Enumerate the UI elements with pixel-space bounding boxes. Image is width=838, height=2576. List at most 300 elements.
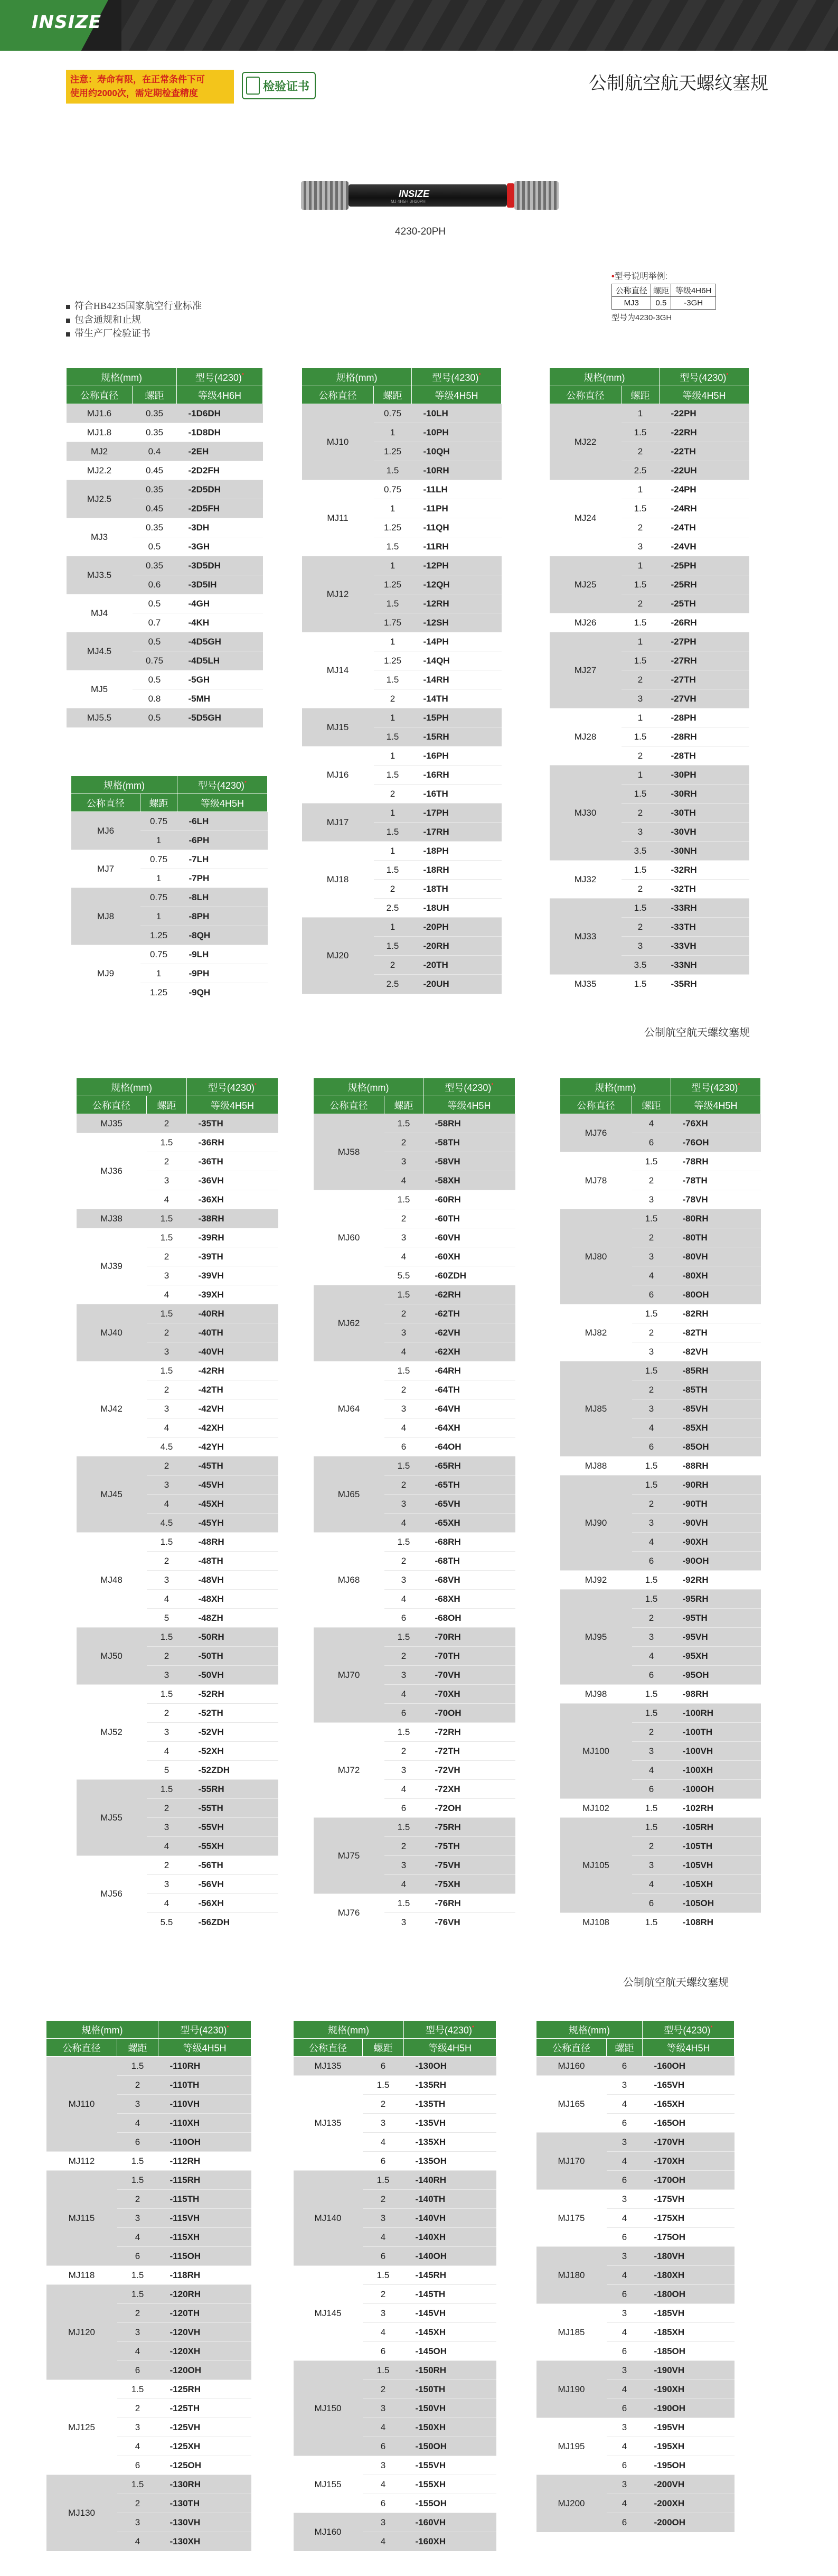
diameter-cell: MJ20 <box>302 918 374 994</box>
pitch-cell: 1.5 <box>632 1152 671 1171</box>
table-row <box>560 1304 761 1323</box>
header-grade: 等级4H5H <box>643 2039 735 2057</box>
model-code-cell: -48RH <box>187 1533 278 1552</box>
pitch-cell: 2 <box>384 1209 423 1228</box>
diameter-cell: MJ98 <box>560 1685 632 1704</box>
model-code-cell: -15RH <box>412 727 502 746</box>
table-subheader-row <box>67 386 263 404</box>
pitch-cell: 3.5 <box>622 842 660 861</box>
diameter-cell: MJ130 <box>46 2475 117 2551</box>
diameter-cell: MJ140 <box>294 2171 363 2266</box>
pitch-cell: 6 <box>384 1438 423 1457</box>
model-code-cell: -62VH <box>423 1323 515 1342</box>
table-row <box>67 480 263 499</box>
pitch-cell: 4 <box>607 2209 643 2228</box>
model-code-cell: -5GH <box>177 670 263 689</box>
diameter-cell: MJ110 <box>46 2057 117 2152</box>
pitch-cell: 3 <box>363 2209 404 2228</box>
table-row <box>560 1152 761 1171</box>
pitch-cell: 3 <box>632 1628 671 1647</box>
model-code-cell: -62TH <box>423 1304 515 1323</box>
diameter-cell: MJ55 <box>77 1780 147 1856</box>
spec-table <box>66 368 263 727</box>
model-code-cell: -115TH <box>158 2190 251 2209</box>
diameter-cell: MJ125 <box>46 2380 117 2475</box>
model-code-cell: -45XH <box>187 1495 278 1514</box>
pitch-cell: 1.5 <box>384 1457 423 1476</box>
model-code-cell: -64TH <box>423 1380 515 1399</box>
model-code-cell: -64RH <box>423 1361 515 1380</box>
pitch-cell: 1.5 <box>147 1304 187 1323</box>
table-row <box>294 2076 496 2095</box>
diameter-cell: MJ16 <box>302 746 374 804</box>
diameter-cell: MJ65 <box>314 1457 384 1533</box>
header-model-text: 型号(4230) <box>195 372 242 383</box>
pitch-cell: 1.5 <box>117 2057 158 2076</box>
pitch-cell: 4 <box>607 2380 643 2399</box>
diameter-cell: MJ190 <box>536 2361 607 2418</box>
diameter-cell: MJ95 <box>560 1590 632 1685</box>
pitch-cell: 3 <box>607 2361 643 2380</box>
go-thread <box>301 181 349 210</box>
pitch-cell: 4 <box>384 1247 423 1266</box>
model-code-cell: -28PH <box>660 708 749 727</box>
model-code-cell: -24TH <box>660 518 749 537</box>
model-code-cell: -27PH <box>660 632 749 651</box>
table-row <box>560 1818 761 1837</box>
pitch-cell: 0.35 <box>133 556 177 575</box>
pitch-cell: 1.5 <box>147 1133 187 1152</box>
pitch-cell: 1.5 <box>374 461 412 480</box>
pitch-cell: 6 <box>607 2456 643 2475</box>
pitch-cell: 2 <box>622 670 660 689</box>
model-code-cell: -76RH <box>423 1894 515 1913</box>
pitch-cell: 0.35 <box>133 480 177 499</box>
spec-table <box>313 1078 515 1932</box>
diameter-cell: MJ102 <box>560 1799 632 1818</box>
pitch-cell: 4 <box>632 1418 671 1438</box>
pitch-cell: 2 <box>384 1552 423 1571</box>
diameter-cell: MJ155 <box>294 2456 363 2513</box>
model-code-cell: -8PH <box>177 907 268 926</box>
diameter-cell: MJ45 <box>77 1457 147 1533</box>
model-code-cell: -52RH <box>187 1685 278 1704</box>
model-code-cell: -95VH <box>671 1628 761 1647</box>
model-code-cell: -150TH <box>404 2380 496 2399</box>
pitch-cell: 1 <box>622 404 660 423</box>
pitch-cell: 4 <box>117 2228 158 2247</box>
pitch-cell: 2 <box>374 880 412 899</box>
pitch-cell: 1 <box>374 423 412 442</box>
diameter-cell: MJ30 <box>550 766 622 861</box>
header-grade: 等级4H5H <box>660 386 749 404</box>
diameter-cell: MJ9 <box>71 945 140 1002</box>
model-code-cell: -78TH <box>671 1171 761 1190</box>
table-row <box>302 918 502 937</box>
pitch-cell: 3 <box>147 1723 187 1742</box>
pitch-cell: 4 <box>632 1533 671 1552</box>
spec-table <box>46 2020 251 2551</box>
diameter-cell: MJ2 <box>67 442 133 461</box>
pitch-cell: 3 <box>363 2399 404 2418</box>
pitch-cell: 0.75 <box>140 945 177 964</box>
diameter-cell: MJ27 <box>550 632 622 708</box>
pitch-cell: 1.5 <box>374 766 412 785</box>
required-star-icon: • <box>491 1080 494 1088</box>
pitch-cell: 2 <box>632 1228 671 1247</box>
model-code-cell: -24RH <box>660 499 749 518</box>
pitch-cell: 3 <box>147 1342 187 1361</box>
pitch-cell: 1.5 <box>374 861 412 880</box>
pitch-cell: 3 <box>607 2190 643 2209</box>
pitch-cell: 2.5 <box>374 975 412 994</box>
pitch-cell: 2 <box>632 1380 671 1399</box>
pitch-cell: 2 <box>632 1837 671 1856</box>
header-grade: 等级4H5H <box>423 1096 515 1114</box>
model-code-cell: -165XH <box>643 2095 735 2114</box>
header-model <box>660 368 749 386</box>
model-code-cell: -16TH <box>412 785 502 804</box>
example-cell: 0.5 <box>651 297 671 310</box>
header-diameter: 公称直径 <box>67 386 133 404</box>
pitch-cell: 4 <box>363 2228 404 2247</box>
table-row <box>77 1133 278 1152</box>
pitch-cell: 2 <box>622 442 660 461</box>
model-code-cell: -120OH <box>158 2361 251 2380</box>
diameter-cell: MJ1.8 <box>67 423 133 442</box>
pitch-cell: 4.5 <box>147 1514 187 1533</box>
spec-table <box>293 2020 496 2551</box>
pitch-cell: 2 <box>147 1856 187 1875</box>
feature-list <box>66 299 202 340</box>
model-code-cell: -95OH <box>671 1666 761 1685</box>
header-grade: 等级4H5H <box>404 2039 496 2057</box>
diameter-cell: MJ68 <box>314 1533 384 1628</box>
pitch-cell: 3 <box>384 1495 423 1514</box>
model-code-cell: -160VH <box>404 2513 496 2532</box>
model-code-cell: -60XH <box>423 1247 515 1266</box>
pitch-cell: 1.5 <box>632 1799 671 1818</box>
model-code-cell: -90XH <box>671 1533 761 1552</box>
model-code-cell: -26RH <box>660 613 749 632</box>
model-code-cell: -10PH <box>412 423 502 442</box>
table-row <box>550 556 749 575</box>
model-code-cell: -58XH <box>423 1171 515 1190</box>
model-code-cell: -42RH <box>187 1361 278 1380</box>
model-code-cell: -12RH <box>412 594 502 613</box>
model-code-cell: -90VH <box>671 1514 761 1533</box>
model-code-cell: -190VH <box>643 2361 735 2380</box>
model-code-cell: -130RH <box>158 2475 251 2494</box>
model-code-cell: -12QH <box>412 575 502 594</box>
model-code-cell: -10LH <box>412 404 502 423</box>
model-code-cell: -145VH <box>404 2304 496 2323</box>
model-code-cell: -190OH <box>643 2399 735 2418</box>
model-code-cell: -4D5LH <box>177 651 263 670</box>
pitch-cell: 4 <box>632 1647 671 1666</box>
spec-table <box>549 368 749 994</box>
model-code-cell: -90TH <box>671 1495 761 1514</box>
pitch-cell: 4 <box>117 2342 158 2361</box>
model-code-cell: -52TH <box>187 1704 278 1723</box>
pitch-cell: 3 <box>384 1399 423 1418</box>
model-code-cell: -175OH <box>643 2228 735 2247</box>
pitch-cell: 3 <box>607 2247 643 2266</box>
pitch-cell: 1.5 <box>622 861 660 880</box>
pitch-cell: 1 <box>374 556 412 575</box>
model-code-cell: -4KH <box>177 613 263 632</box>
diameter-cell: MJ115 <box>46 2171 117 2266</box>
model-code-cell: -24PH <box>660 480 749 499</box>
pitch-cell: 1.5 <box>384 1818 423 1837</box>
pitch-cell: 4.5 <box>147 1438 187 1457</box>
pitch-cell: 0.5 <box>133 537 177 556</box>
pitch-cell: 1.25 <box>140 926 177 945</box>
header-grade: 等级4H5H <box>412 386 502 404</box>
diameter-cell: MJ42 <box>77 1361 147 1457</box>
pitch-cell: 1.5 <box>374 823 412 842</box>
model-code-cell: -72XH <box>423 1780 515 1799</box>
pitch-cell: 4 <box>632 1266 671 1285</box>
pitch-cell: 2 <box>147 1457 187 1476</box>
model-code-cell: -155XH <box>404 2475 496 2494</box>
header-grade: 等级4H5H <box>158 2039 251 2057</box>
pitch-cell: 1.5 <box>363 2076 404 2095</box>
pitch-cell: 1.5 <box>363 2171 404 2190</box>
diameter-cell: MJ5 <box>67 670 133 708</box>
pitch-cell: 0.45 <box>133 461 177 480</box>
pitch-cell: 1.5 <box>632 1913 671 1932</box>
header-model <box>177 368 263 386</box>
pitch-cell: 1.25 <box>140 983 177 1002</box>
model-code-cell: -10RH <box>412 461 502 480</box>
pitch-cell: 3 <box>363 2456 404 2475</box>
table-row <box>314 1114 515 1133</box>
model-code-cell: -42VH <box>187 1399 278 1418</box>
model-code-cell: -22TH <box>660 442 749 461</box>
table-row <box>294 2513 496 2532</box>
table-row <box>550 861 749 880</box>
diameter-cell: MJ92 <box>560 1571 632 1590</box>
model-code-cell: -16PH <box>412 746 502 766</box>
table-header-row <box>536 2021 735 2039</box>
model-code-cell: -3GH <box>177 537 263 556</box>
model-code-cell: -28RH <box>660 727 749 746</box>
pitch-cell: 2.5 <box>622 461 660 480</box>
diameter-cell: MJ145 <box>294 2266 363 2361</box>
required-star-icon: • <box>710 2022 713 2030</box>
model-code-cell: -120TH <box>158 2304 251 2323</box>
model-code-cell: -50RH <box>187 1628 278 1647</box>
pitch-cell: 6 <box>607 2057 643 2076</box>
pitch-cell: 1.5 <box>622 727 660 746</box>
model-code-cell: -185OH <box>643 2342 735 2361</box>
table-header-row <box>77 1078 278 1096</box>
pitch-cell: 1 <box>140 907 177 926</box>
model-code-cell: -24VH <box>660 537 749 556</box>
table-row <box>302 480 502 499</box>
model-code-cell: -56ZDH <box>187 1913 278 1932</box>
header-pitch: 螺距 <box>607 2039 643 2057</box>
model-code-cell: -5MH <box>177 689 263 708</box>
model-code-cell: -90OH <box>671 1552 761 1571</box>
header-model-text: 型号(4230) <box>664 2024 711 2036</box>
pitch-cell: 2 <box>384 1304 423 1323</box>
model-code-cell: -115OH <box>158 2247 251 2266</box>
header-model <box>412 368 502 386</box>
model-code-cell: -110RH <box>158 2057 251 2076</box>
model-code-cell: -27TH <box>660 670 749 689</box>
pitch-cell: 1.5 <box>384 1285 423 1304</box>
pitch-cell: 2 <box>384 1133 423 1152</box>
model-code-cell: -56XH <box>187 1894 278 1913</box>
pitch-cell: 5.5 <box>147 1913 187 1932</box>
gauge-handle <box>349 184 507 207</box>
model-code-cell: -110TH <box>158 2076 251 2095</box>
spec-table <box>71 776 268 1002</box>
model-code-cell: -85RH <box>671 1361 761 1380</box>
diameter-cell: MJ3 <box>67 518 133 556</box>
pitch-cell: 0.5 <box>133 670 177 689</box>
model-code-cell: -85VH <box>671 1399 761 1418</box>
model-code-cell: -76OH <box>671 1133 761 1152</box>
pitch-cell: 2 <box>384 1476 423 1495</box>
model-code-cell: -105VH <box>671 1856 761 1875</box>
pitch-cell: 1 <box>374 918 412 937</box>
table-row <box>550 404 749 423</box>
required-star-icon: • <box>244 778 247 786</box>
model-code-cell: -60VH <box>423 1228 515 1247</box>
table-row <box>46 2285 251 2304</box>
pitch-cell: 2 <box>622 804 660 823</box>
diameter-cell: MJ39 <box>77 1228 147 1304</box>
header-spec: 规格(mm) <box>550 368 660 386</box>
pitch-cell: 1.5 <box>622 651 660 670</box>
header-model-text: 型号(4230) <box>691 1082 738 1093</box>
header-spec: 规格(mm) <box>67 368 177 386</box>
diameter-cell: MJ4.5 <box>67 632 133 670</box>
diameter-cell: MJ85 <box>560 1361 632 1457</box>
table-row <box>302 708 502 727</box>
diameter-cell: MJ80 <box>560 1209 632 1304</box>
pitch-cell: 6 <box>607 2513 643 2532</box>
spec-table <box>302 368 502 994</box>
pitch-cell: 2 <box>622 918 660 937</box>
certificate-badge <box>242 72 316 99</box>
table-subheader-row <box>46 2039 251 2057</box>
table-row <box>560 1361 761 1380</box>
model-code-cell: -70TH <box>423 1647 515 1666</box>
model-code-cell: -36RH <box>187 1133 278 1152</box>
model-code-cell: -80OH <box>671 1285 761 1304</box>
diameter-cell: MJ195 <box>536 2418 607 2475</box>
table-row <box>560 1913 761 1932</box>
thread-plug-gauge-image <box>301 177 559 214</box>
model-code-cell: -48VH <box>187 1571 278 1590</box>
model-code-cell: -55RH <box>187 1780 278 1799</box>
pitch-cell: 6 <box>363 2247 404 2266</box>
pitch-cell: 1.5 <box>117 2285 158 2304</box>
pitch-cell: 4 <box>147 1418 187 1438</box>
model-code-cell: -140TH <box>404 2190 496 2209</box>
model-code-cell: -27RH <box>660 651 749 670</box>
pitch-cell: 3 <box>632 1399 671 1418</box>
model-code-cell: -82RH <box>671 1304 761 1323</box>
pitch-cell: 1.5 <box>147 1361 187 1380</box>
pitch-cell: 6 <box>117 2361 158 2380</box>
model-code-cell: -150XH <box>404 2418 496 2437</box>
table-subheader-row <box>71 794 268 812</box>
table-row <box>67 423 263 442</box>
model-code-cell: -115XH <box>158 2228 251 2247</box>
model-code-cell: -18PH <box>412 842 502 861</box>
model-code-cell: -64OH <box>423 1438 515 1457</box>
header-pitch: 螺距 <box>374 386 412 404</box>
certificate-icon <box>246 77 260 95</box>
diameter-cell: MJ58 <box>314 1114 384 1190</box>
diameter-cell: MJ2.2 <box>67 461 133 480</box>
pitch-cell: 1.5 <box>147 1533 187 1552</box>
pitch-cell: 1.5 <box>384 1894 423 1913</box>
pitch-cell: 1 <box>140 831 177 850</box>
model-code-cell: -155VH <box>404 2456 496 2475</box>
pitch-cell: 4 <box>147 1590 187 1609</box>
model-code-cell: -125OH <box>158 2456 251 2475</box>
model-code-cell: -55VH <box>187 1818 278 1837</box>
model-code-cell: -125VH <box>158 2418 251 2437</box>
model-code-cell: -120RH <box>158 2285 251 2304</box>
table-subheader-row <box>560 1096 761 1114</box>
diameter-cell: MJ4 <box>67 594 133 632</box>
diameter-cell: MJ1.6 <box>67 404 133 423</box>
pitch-cell: 1.5 <box>622 423 660 442</box>
pitch-cell: 2 <box>147 1647 187 1666</box>
model-code-cell: -3DH <box>177 518 263 537</box>
model-code-cell: -70VH <box>423 1666 515 1685</box>
model-code-cell: -56TH <box>187 1856 278 1875</box>
pitch-cell: 0.7 <box>133 613 177 632</box>
table-row <box>77 1304 278 1323</box>
pitch-cell: 6 <box>117 2133 158 2152</box>
pitch-cell: 3 <box>384 1666 423 1685</box>
header-spec: 规格(mm) <box>302 368 412 386</box>
pitch-cell: 6 <box>632 1666 671 1685</box>
pitch-cell: 1.5 <box>374 670 412 689</box>
pitch-cell: 2.5 <box>374 899 412 918</box>
model-code-cell: -155OH <box>404 2494 496 2513</box>
pitch-cell: 1 <box>622 632 660 651</box>
model-code-cell: -140VH <box>404 2209 496 2228</box>
required-star-icon: • <box>478 370 481 378</box>
model-code-cell: -16RH <box>412 766 502 785</box>
table-row <box>77 1114 278 1133</box>
table-row <box>560 1476 761 1495</box>
model-code-cell: -9LH <box>177 945 268 964</box>
required-star-icon: • <box>227 2022 229 2030</box>
pitch-cell: 4 <box>607 2437 643 2456</box>
table-row <box>67 442 263 461</box>
model-code-cell: -50VH <box>187 1666 278 1685</box>
diameter-cell: MJ5.5 <box>67 708 133 727</box>
model-code-cell: -3D5DH <box>177 556 263 575</box>
pitch-cell: 6 <box>632 1780 671 1799</box>
model-code-cell: -2D5FH <box>177 499 263 518</box>
table-subheader-row <box>536 2039 735 2057</box>
table-row <box>67 670 263 689</box>
model-code-cell: -98RH <box>671 1685 761 1704</box>
table-row <box>536 2475 735 2494</box>
header-diameter: 公称直径 <box>302 386 374 404</box>
